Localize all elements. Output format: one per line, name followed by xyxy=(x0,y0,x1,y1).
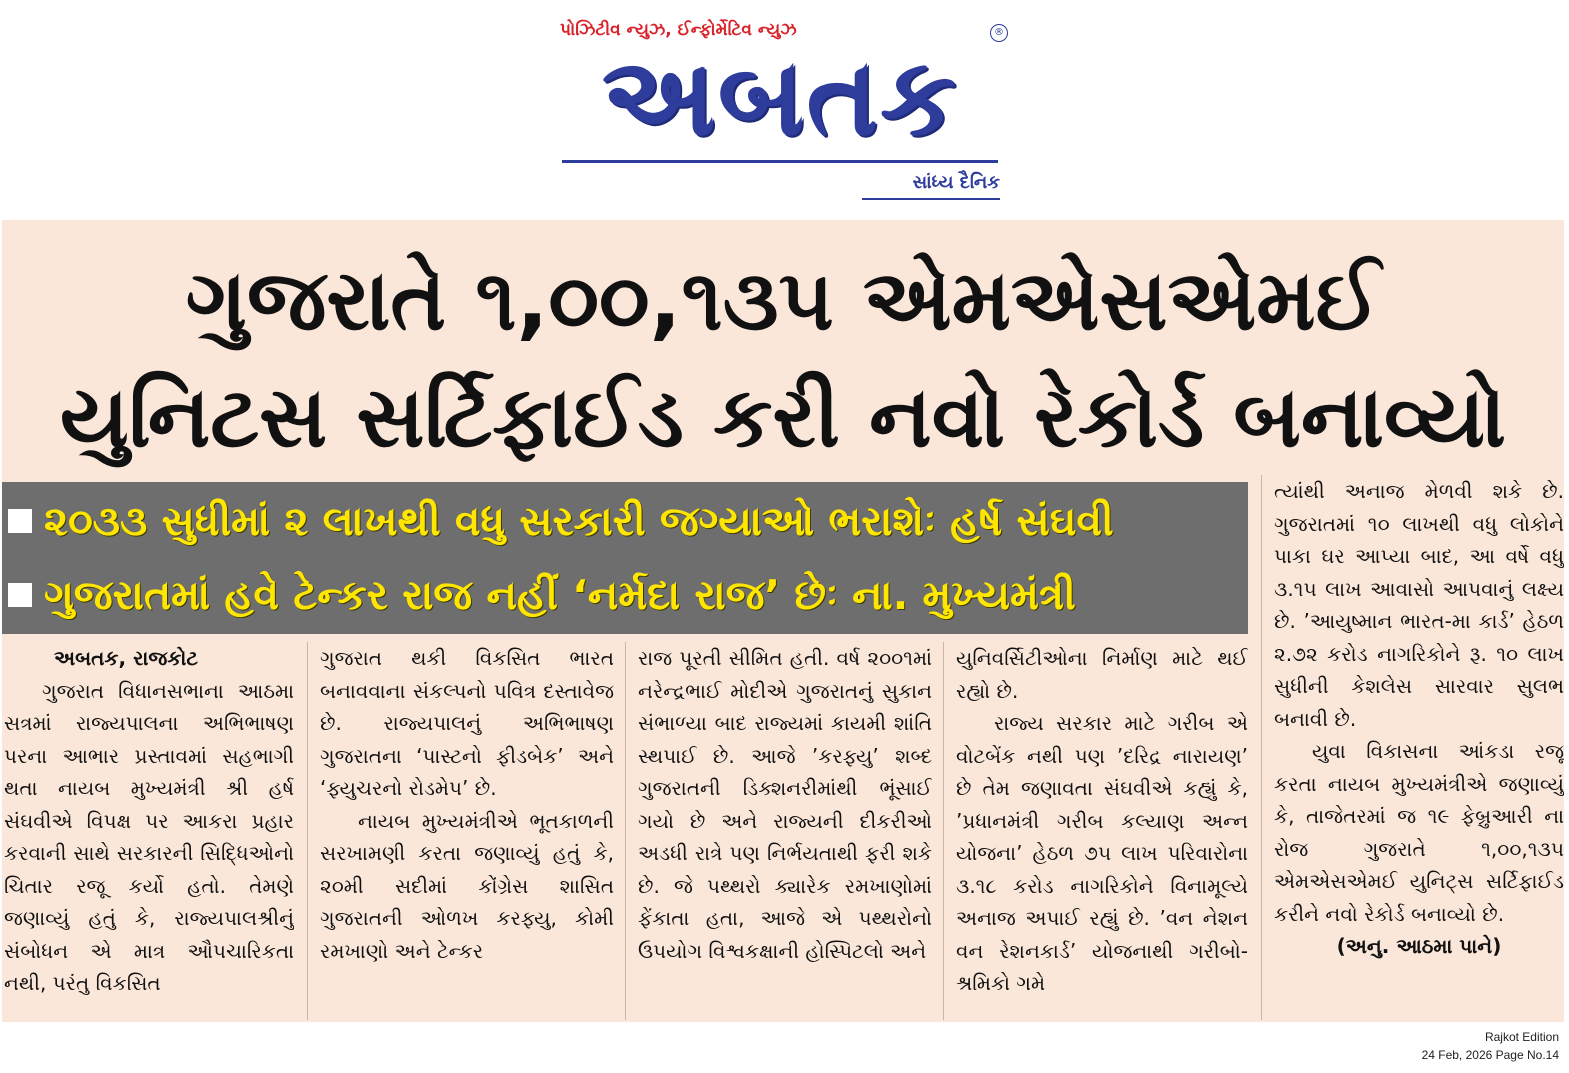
article-headline xyxy=(2,242,1564,476)
column-divider xyxy=(625,642,626,1020)
column-paragraph: યુનિવર્સિટીઓના નિર્માણ માટે થઈ રહ્યો છે. xyxy=(956,646,1248,703)
article-column-2 xyxy=(320,642,614,1020)
edition-info xyxy=(1422,1028,1559,1064)
highlights-box xyxy=(2,482,1248,634)
highlight-text: ૨૦૩૩ સુધીમાં ૨ લાખથી વધુ સરકારી જગ્યાઓ ભરાશેઃ હર્ષ સંઘવી xyxy=(44,496,1114,545)
logo-underline xyxy=(562,160,998,163)
highlight-item xyxy=(8,485,1244,557)
highlight-item xyxy=(8,559,1244,631)
masthead xyxy=(0,0,1569,215)
headline-line-1: ગુજરાતે ૧,૦૦,૧૩૫ એમએસએમઈ xyxy=(185,251,1381,349)
article-column-5 xyxy=(1274,475,1564,1015)
masthead-tagline: પોઝિટીવ ન્યુઝ, ઈન્ફોર્મેટિવ ન્યુઝ xyxy=(560,20,797,40)
column-divider xyxy=(1261,475,1262,1020)
column-paragraph: ગુજરાત વિધાનસભાના આઠમા સત્રમાં રાજ્યપાલના અભિભાષણ પરના આભાર પ્રસ્તાવમાં સહભાગી થતા નાયબ મુખ્યમંત્રી શ્રી હર્ષ સંઘવીએ વિપક્ષ પર આકરા પ્રહાર કરવાની સાથે સરકારની સિદ્ધિઓનો ચિતાર રજૂ કર્યો હતો. તેમણે જણાવ્યું હતું કે, રાજ્યપાલશ્રીનું સંબોધન એ માત્ર ઔપચારિકતા નથી, પરંતુ વિકસિત xyxy=(4,678,294,995)
article-column-1 xyxy=(4,642,294,1020)
dateline: અબતક, રાજકોટ xyxy=(54,646,199,670)
column-paragraph: રાજ પૂરતી સીમિત હતી. વર્ષ ૨૦૦૧માં નરેન્દ્રભાઈ મોદીએ ગુજરાતનું સુકાન સંભાળ્યા બાદ રાજ્યમાં કાયમી શાંતિ સ્થપાઈ છે. આજે ’કરફ્યુ’ શબ્દ ગુજરાતની ડિક્શનરીમાંથી ભૂંસાઈ ગયો છે અને રાજ્યની દીકરીઓ અડધી રાત્રે પણ નિર્ભયતાથી ફરી શકે છે. જે પથ્થરો ક્યારેક રમખાણોમાં ફેંકાતા હતા, આજે એ પથ્થરોનો ઉપયોગ વિશ્વકક્ષાની હોસ્પિટલો અને xyxy=(638,646,932,963)
masthead-subtitle: સાંધ્ય દૈનિક xyxy=(912,172,1000,193)
square-bullet-icon xyxy=(8,583,32,607)
headline-line-2: યુનિટસ સર્ટિફાઈડ કરી નવો રેકોર્ડ બનાવ્યો xyxy=(59,368,1507,466)
continued-on-page-note: (અનુ. આઠમા પાને) xyxy=(1336,934,1502,958)
column-paragraph: રાજ્ય સરકાર માટે ગરીબ એ વોટબેંક નથી પણ ’દરિદ્ર નારાયણ’ છે તેમ જણાવતા સંઘવીએ કહ્યું કે, ’પ્રધાનમંત્રી ગરીબ કલ્યાણ અન્ન યોજના’ હેઠળ ૭૫ લાખ પરિવારોના ૩.૧૮ કરોડ નાગરિકોને વિનામૂલ્યે અનાજ અપાઈ રહ્યું છે. ’વન નેશન વન રેશનકાર્ડ’ યોજનાથી ગરીબો-શ્રમિકો ગમે xyxy=(956,711,1248,995)
column-divider xyxy=(943,642,944,1020)
article-column-3 xyxy=(638,642,932,1020)
edition-date-page: 24 Feb, 2026 Page No.14 xyxy=(1421,1048,1559,1062)
column-paragraph: ત્યાંથી અનાજ મેળવી શકે છે. ગુજરાતમાં ૧૦ લાખથી વધુ લોકોને પાકા ઘર આપ્યા બાદ, આ વર્ષે વધુ ૩.૧૫ લાખ આવાસો આપવાનું લક્ષ્ય છે. ’આયુષ્માન ભારત-મા કાર્ડ’ હેઠળ ૨.૭૨ કરોડ નાગરિકોને રૂ. ૧૦ લાખ સુધીની કેશલેસ સારવાર સુલભ બનાવી છે. xyxy=(1274,479,1564,731)
edition-name: Rajkot Edition xyxy=(1484,1030,1559,1044)
article-column-4 xyxy=(956,642,1248,1020)
square-bullet-icon xyxy=(8,509,32,533)
article xyxy=(2,220,1564,1022)
highlight-text: ગુજરાતમાં હવે ટેન્કર રાજ નહીં ‘નર્મદા રાજ’ છેઃ ના. મુખ્યમંત્રી xyxy=(44,570,1076,619)
subtitle-underline xyxy=(862,198,1000,200)
column-paragraph: યુવા વિકાસના આંકડા રજૂ કરતા નાયબ મુખ્યમંત્રીએ જણાવ્યું કે, તાજેતરમાં જ ૧૯ ફેબ્રુઆરી ના રોજ ગુજરાતે ૧,૦૦,૧૩૫ એમએસએમઈ યુનિટ્સ સર્ટિફાઈડ કરીને નવો રેકોર્ડ બનાવ્યો છે. xyxy=(1274,739,1564,926)
registered-mark-icon: ® xyxy=(990,24,1008,42)
column-paragraph: નાયબ મુખ્યમંત્રીએ ભૂતકાળની સરખામણી કરતા જણાવ્યું હતું કે, ૨૦મી સદીમાં કોંગ્રેસ શાસિત ગુજરાતની ઓળખ કરફ્યુ, કોમી રમખાણો અને ટેન્કર xyxy=(320,808,614,963)
column-paragraph: ગુજરાત થકી વિકસિત ભારત બનાવવાના સંકલ્પનો પવિત્ર દસ્તાવેજ છે. રાજ્યપાલનું અભિભાષણ ગુજરાતના ‘પાસ્ટનો ફીડબેક’ અને ‘ફ્યુચરનો રોડમેપ’ છે. xyxy=(320,646,614,800)
column-divider xyxy=(307,642,308,1020)
newspaper-logo: અબતક xyxy=(601,35,959,160)
